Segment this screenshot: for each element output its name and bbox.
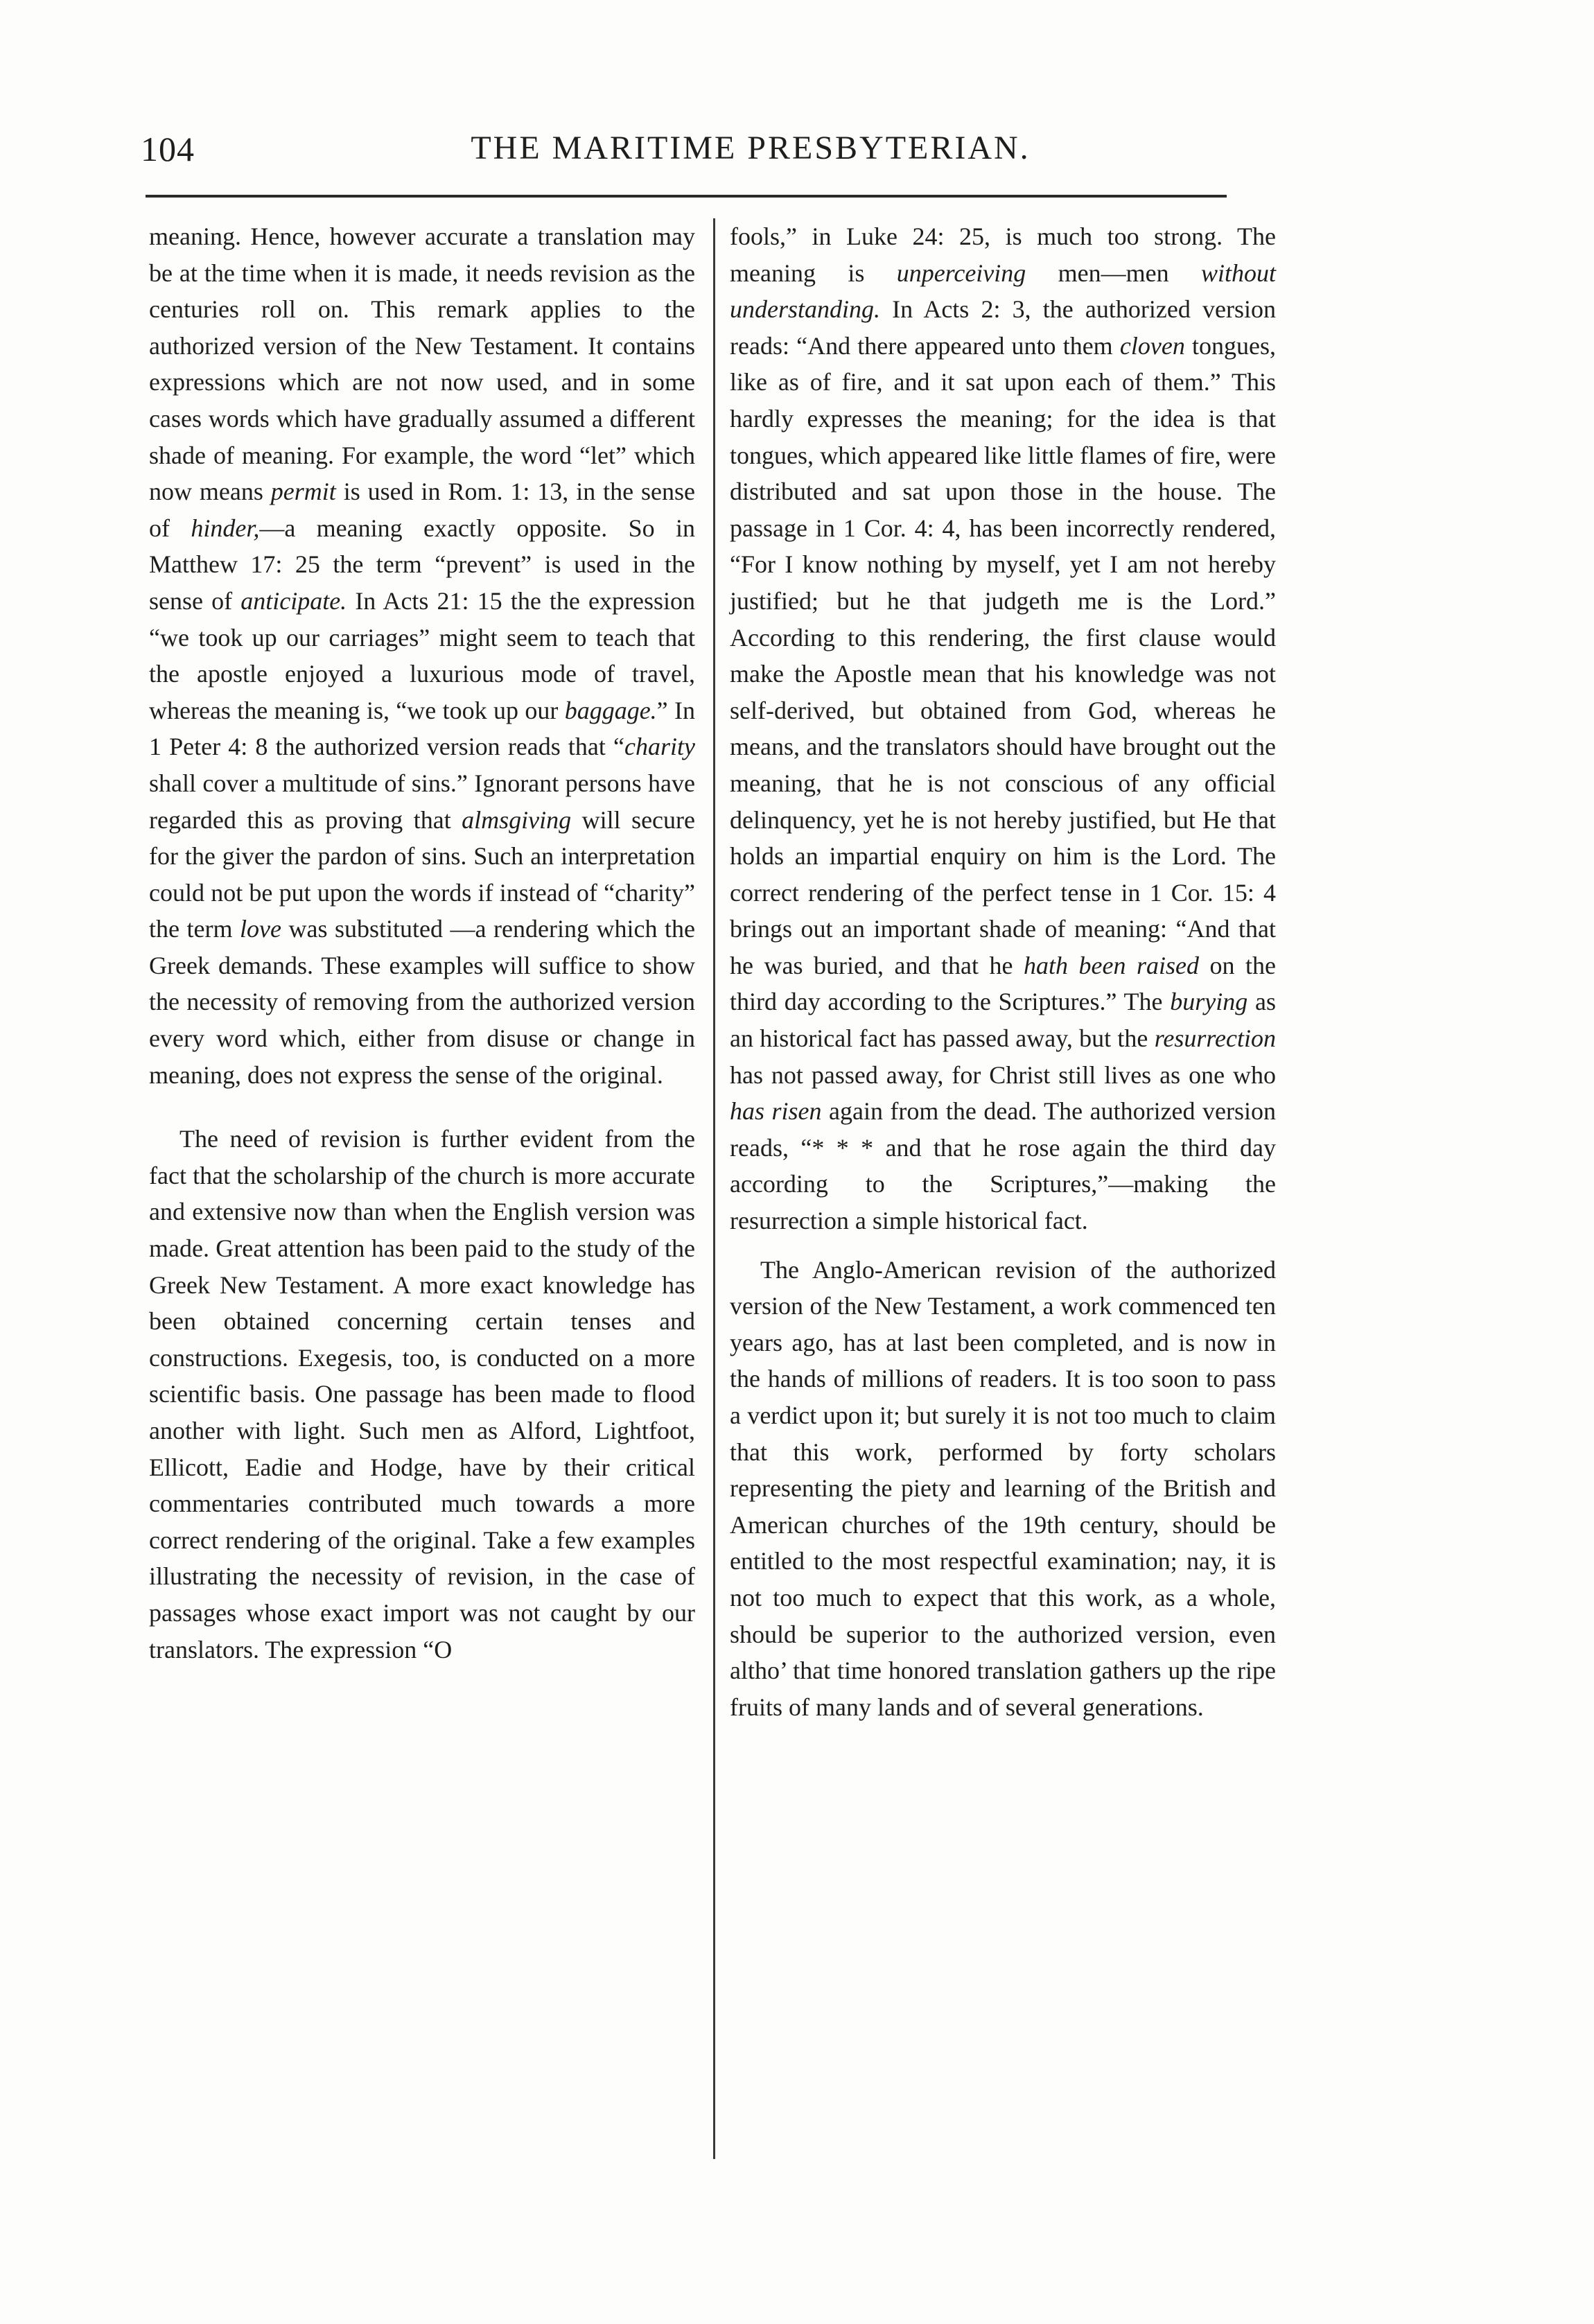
text-run: shall cover a multitude of sins.” Ignorant persons have regarded this as proving that — [149, 769, 695, 834]
italic-word: resurrection — [1154, 1024, 1276, 1053]
italic-word: love — [240, 915, 281, 943]
text-run: ” In 1 Peter 4: 8 the authorized version reads that “ — [149, 696, 695, 761]
text-run: has not passed away, for Christ still lives as one who — [730, 1060, 1276, 1089]
italic-word: burying — [1170, 988, 1248, 1016]
running-head — [141, 118, 1227, 187]
text-run: meaning. Hence, however accurate a translation may be at the time when it is made, it needs revision as the centuries roll on. This remark applies to the authorized version of the New Testament. It contains expressions which are not now used, and in some cases words which have gradually assumed a different shade of meaning. For example, the word “let” which now means — [149, 222, 695, 506]
text-run: —a meaning exactly opposite. So in Matthew 17: 25 the term “prevent” is used in the sense of — [149, 514, 695, 615]
text-run: In Acts 21: 15 the the expression “we took up our carriages” might seem to teach that the apostle enjoyed a luxurious mode of travel, whereas the meaning is, “we took up our — [149, 586, 695, 724]
paragraph-anglo-american-revision — [730, 1252, 1276, 1726]
italic-word: hinder, — [191, 514, 260, 542]
text-run: men—men — [1026, 259, 1201, 287]
italic-word: baggage. — [564, 696, 657, 724]
left-column — [149, 218, 695, 1668]
italic-word: permit — [270, 478, 336, 506]
italic-word: unperceiving — [896, 259, 1026, 287]
text-run: as an historical fact has passed away, but the — [730, 988, 1276, 1053]
text-run: The Anglo-American revision of the authorized version of the New Testament, a work commenced ten years ago, has at last been completed, and is now in the hands of millions of readers. It is too soon to pass a verdict upon it; but surely it is not too much to claim that this work, performed by forty scholars representing the piety and learning of the British and American churches of the 19th century, should be entitled to the most respectful examination; nay, it is not too much to expect that this work, as a whole, should be superior to the authorized version, even altho’ that time honored translation gathers up the ripe fruits of many lands and of several generations. — [730, 1255, 1276, 1721]
text-run: again from the dead. The authorized version reads, “* * * and that he rose again the third day according to the Scriptures,”—making the resurrection a simple historical fact. — [730, 1097, 1276, 1235]
page-number: 104 — [141, 130, 195, 168]
journal-title: THE MARITIME PRESBYTERIAN. — [471, 130, 1031, 166]
text-run: was substituted —a rendering which the Greek demands. These examples will suffice to show the necessity of removing from the authorized version every word which, either from disuse or change in meaning, does not express the sense of the original. — [149, 915, 696, 1089]
italic-word: hath been raised — [1023, 951, 1199, 979]
italic-word: almsgiving — [462, 805, 572, 834]
text-run: fools,” in Luke 24: 25, is much too strong. The meaning is — [730, 222, 1276, 287]
text-run: The need of revision is further evident from the fact that the scholarship of the church is more accurate and extensive now than when the English version was made. Great attention has been paid to the study of the Greek New Testament. A more exact knowledge has been obtained concerning certain tenses and constructions. Exegesis, too, is conducted on a more scientific basis. One passage has been made to flood another with light. Such men as Alford, Lightfoot, Ellicott, Eadie and Hodge, have by their critical commentaries contributed much towards a more correct rendering of the original. Take a few examples illustrating the necessity of revision, in the case of passages whose exact import was not caught by our translators. The expression “O — [149, 1125, 695, 1663]
text-run: is used in Rom. 1: 13, in the sense of — [149, 478, 695, 542]
text-run: on the third day according to the Scriptures.” The — [730, 951, 1276, 1016]
column-divider — [713, 218, 715, 2159]
paragraph-scholarship — [149, 1121, 695, 1668]
italic-word: without understanding. — [730, 259, 1276, 324]
italic-word: anticipate. — [240, 586, 347, 615]
italic-word: has risen — [730, 1097, 822, 1126]
right-column — [730, 218, 1276, 1725]
paragraph-examples — [730, 218, 1276, 1239]
italic-word: charity — [624, 733, 695, 761]
header-rule — [146, 195, 1227, 198]
text-run: tongues, like as of fire, and it sat upon each of them.” This hardly expresses the meaning; for the idea is that tongues, which appeared like little flames of fire, were distributed and sat upon those in the house. The passage in 1 Cor. 4: 4, has been incorrectly rendered, “For I know nothing by myself, yet I am not hereby justified; but he that judgeth me is the Lord.” According to this rendering, the first clause would make the Apostle mean that his knowledge was not self-derived, but obtained from God, whereas he means, and the translators should have brought out the meaning, that he is not conscious of any official delinquency, yet he is not hereby justified, but He that holds an impartial enquiry on him is the Lord. The correct rendering of the perfect tense in 1 Cor. 15: 4 brings out an important shade of meaning: “And that he was buried, and that he — [730, 331, 1276, 979]
italic-word: cloven — [1119, 331, 1185, 360]
paragraph-translation-revision — [149, 218, 695, 1093]
text-run: will secure for the giver the pardon of sins. Such an interpretation could not be put upon the words if instead of “charity” the term — [149, 805, 695, 943]
text-run: In Acts 2: 3, the authorized version reads: “And there appeared unto them — [730, 295, 1276, 360]
